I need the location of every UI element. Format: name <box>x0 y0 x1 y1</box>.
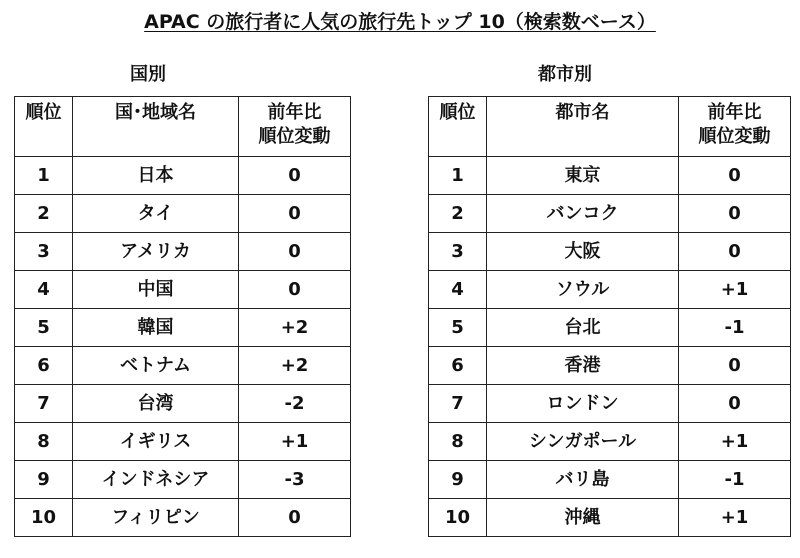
table-row <box>429 309 791 347</box>
rank-change-cell: 0 <box>679 347 791 385</box>
rank-change-cell: 0 <box>679 233 791 271</box>
rank-change-cell: 0 <box>239 233 351 271</box>
table-row <box>429 499 791 537</box>
rank-change-cell: 0 <box>239 499 351 537</box>
city-name-cell: 台北 <box>487 309 679 347</box>
rank-change-cell: +1 <box>679 499 791 537</box>
table-row <box>15 157 351 195</box>
rank-cell: 6 <box>429 347 487 385</box>
rank-cell: 6 <box>15 347 73 385</box>
country-name-cell: 中国 <box>73 271 239 309</box>
city-name-cell: バリ島 <box>487 461 679 499</box>
country-name-cell: フィリピン <box>73 499 239 537</box>
page-title-text: APAC の旅行者に人気の旅行先トップ 10（検索数ベース） <box>144 11 656 33</box>
country-name-cell: ベトナム <box>73 347 239 385</box>
rank-change-cell: 0 <box>679 385 791 423</box>
rank-cell: 7 <box>429 385 487 423</box>
rank-change-header-line1: 前年比 <box>267 102 322 123</box>
rank-change-cell: -2 <box>239 385 351 423</box>
rank-change-cell: 0 <box>239 195 351 233</box>
rank-change-cell: 0 <box>679 195 791 233</box>
city-name-header: 都市名 <box>487 97 679 157</box>
rank-cell: 8 <box>15 423 73 461</box>
table-row <box>15 309 351 347</box>
rank-change-header <box>239 97 351 157</box>
table-row <box>429 233 791 271</box>
rank-cell: 3 <box>15 233 73 271</box>
country-ranking-table <box>14 96 351 537</box>
country-name-cell: アメリカ <box>73 233 239 271</box>
rank-cell: 10 <box>15 499 73 537</box>
rank-change-header <box>679 97 791 157</box>
city-name-cell: ソウル <box>487 271 679 309</box>
rank-change-cell: +1 <box>239 423 351 461</box>
rank-change-cell: +1 <box>679 423 791 461</box>
city-name-cell: バンコク <box>487 195 679 233</box>
rank-header: 順位 <box>15 97 73 157</box>
rank-change-cell: +1 <box>679 271 791 309</box>
city-name-cell: 大阪 <box>487 233 679 271</box>
country-name-cell: 日本 <box>73 157 239 195</box>
table-row <box>429 423 791 461</box>
rank-cell: 2 <box>15 195 73 233</box>
table-row <box>15 423 351 461</box>
rank-cell: 7 <box>15 385 73 423</box>
rank-cell: 1 <box>429 157 487 195</box>
rank-cell: 9 <box>15 461 73 499</box>
city-name-cell: 沖縄 <box>487 499 679 537</box>
table-header-row <box>429 97 791 157</box>
table-row <box>15 195 351 233</box>
rank-cell: 5 <box>15 309 73 347</box>
table-row <box>15 499 351 537</box>
rank-change-header-line1: 前年比 <box>707 102 762 123</box>
table-row <box>429 385 791 423</box>
rank-header: 順位 <box>429 97 487 157</box>
rank-change-cell: +2 <box>239 309 351 347</box>
rank-change-cell: 0 <box>679 157 791 195</box>
table-header-row <box>15 97 351 157</box>
rank-change-header-line2: 順位変動 <box>698 126 771 147</box>
rank-cell: 1 <box>15 157 73 195</box>
country-section-title: 国別 <box>130 64 166 85</box>
city-name-cell: ロンドン <box>487 385 679 423</box>
rank-cell: 9 <box>429 461 487 499</box>
country-name-cell: 台湾 <box>73 385 239 423</box>
city-name-cell: 香港 <box>487 347 679 385</box>
country-name-header: 国･地域名 <box>73 97 239 157</box>
table-row <box>15 233 351 271</box>
page-title <box>0 10 800 34</box>
city-name-cell: シンガポール <box>487 423 679 461</box>
city-section-title: 都市別 <box>538 64 592 85</box>
table-row <box>15 385 351 423</box>
city-name-cell: 東京 <box>487 157 679 195</box>
country-name-cell: インドネシア <box>73 461 239 499</box>
table-row <box>15 347 351 385</box>
table-row <box>429 195 791 233</box>
rank-change-cell: 0 <box>239 271 351 309</box>
rank-change-cell: -1 <box>679 309 791 347</box>
rank-cell: 5 <box>429 309 487 347</box>
table-row <box>429 461 791 499</box>
rank-change-cell: -3 <box>239 461 351 499</box>
rank-cell: 10 <box>429 499 487 537</box>
rank-cell: 4 <box>15 271 73 309</box>
country-name-cell: タイ <box>73 195 239 233</box>
rank-change-cell: -1 <box>679 461 791 499</box>
table-row <box>429 347 791 385</box>
rank-change-cell: 0 <box>239 157 351 195</box>
table-row <box>15 271 351 309</box>
rank-change-header-line2: 順位変動 <box>258 126 331 147</box>
rank-change-cell: +2 <box>239 347 351 385</box>
rank-cell: 8 <box>429 423 487 461</box>
country-name-cell: 韓国 <box>73 309 239 347</box>
table-row <box>429 157 791 195</box>
rank-cell: 2 <box>429 195 487 233</box>
rank-cell: 3 <box>429 233 487 271</box>
city-ranking-table <box>428 96 791 537</box>
rank-cell: 4 <box>429 271 487 309</box>
table-row <box>15 461 351 499</box>
country-name-cell: イギリス <box>73 423 239 461</box>
table-row <box>429 271 791 309</box>
